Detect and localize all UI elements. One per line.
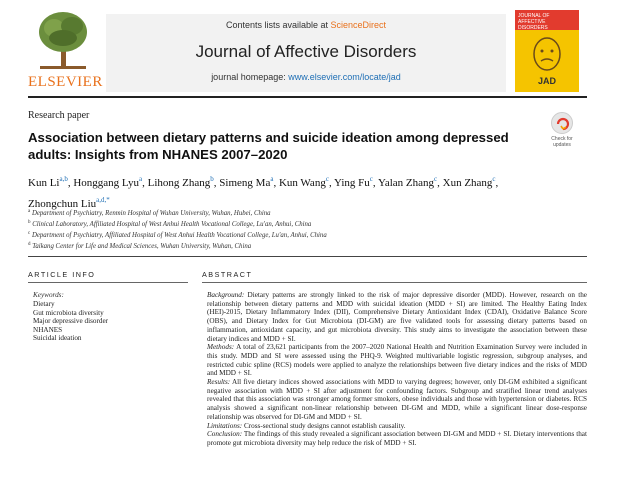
affiliation-text: Department of Psychiatry, Renmin Hospital of Wuhan University, Wuhan, Hubei, China — [31, 210, 271, 217]
author[interactable] — [334, 177, 373, 189]
keyword-item: Major depressive disorder — [33, 317, 109, 326]
elsevier-logo[interactable] — [28, 10, 103, 90]
author-affiliation-mark[interactable]: c — [492, 175, 496, 183]
abstract-limitations — [207, 422, 587, 431]
author[interactable] — [148, 177, 214, 189]
cover-abbrev: JAD — [537, 76, 556, 86]
contents-line — [106, 20, 506, 30]
abstract-label: Conclusion: — [207, 430, 243, 439]
affiliation-line — [28, 229, 548, 240]
author-affiliation-mark[interactable]: c — [434, 175, 438, 183]
author-name: Kun Wang — [278, 177, 326, 189]
keywords-list — [33, 300, 183, 343]
abstract-label: Methods: — [207, 343, 235, 352]
affiliation-line — [28, 218, 548, 229]
abstract-text: All five dietary indices showed associations with MDD to varying degrees; however, only DI-GM exhibited a significant negative association with MDD + SI after adjustment for confounding factors. Subgroup and stratified linear trend analyses revealed that this association was stronger among former smokers, obese individuals and those with hypertension or diabetes. RCS analysis showed a significant non-linear relationship between DI-GM and MDD, while a significant linear dose-response relationship was observed for DI-GM and MDD + SI. — [207, 378, 587, 421]
keyword-item: Dietary — [33, 300, 55, 308]
author-name: Ying Fu — [334, 177, 370, 189]
affiliations — [28, 207, 548, 251]
article-info-rule — [28, 282, 188, 283]
abstract-conclusion — [207, 430, 587, 447]
author-name: Zhongchun Liu — [28, 198, 97, 210]
journal-header — [0, 0, 619, 92]
author-name: Kun Li — [28, 177, 60, 189]
author-affiliation-mark[interactable]: b — [210, 175, 214, 183]
meta-divider — [28, 256, 587, 257]
affiliation-mark: a — [28, 209, 31, 214]
affiliation-mark: b — [28, 220, 31, 225]
affiliation-mark: d — [28, 242, 31, 247]
author-name: Simeng Ma — [219, 177, 271, 189]
sciencedirect-link[interactable]: ScienceDirect — [330, 20, 387, 30]
author-affiliation-mark[interactable]: a,b — [59, 175, 68, 183]
keyword-item: Gut microbiota diversity — [33, 308, 104, 317]
contents-prefix: Contents lists available at — [225, 20, 331, 30]
abstract-heading: ABSTRACT — [202, 270, 253, 279]
article-info-heading: ARTICLE INFO — [28, 270, 96, 279]
check-for-updates-button[interactable] — [545, 112, 579, 152]
abstract-label: Limitations: — [207, 421, 243, 430]
abstract-label: Results: — [207, 378, 231, 387]
paper-title: Association between dietary patterns and suicide ideation among depressed adults: Insights from NHANES 2007–2020 — [28, 130, 509, 162]
cover-text: JOURNAL OF AFFECTIVE DISORDERS — [518, 13, 550, 31]
author-affiliation-mark[interactable]: c — [325, 175, 329, 183]
abstract-text: A total of 23,621 participants from the 2007–2020 National Health and Nutrition Examination Survey were included in this study. MDD and SI were assessed using the PHQ-9. Weighted multivariable logistic regression, subgroup analyses, and restricted cubic spline (RCS) models were applied to analyze the relationships between five dietary indices and the risks of MDD and MDD + SI. — [207, 343, 587, 378]
affiliation-text: Taikang Center for Life and Medical Sciences, Wuhan University, Wuhan, China — [32, 243, 252, 250]
journal-info-box — [106, 14, 506, 92]
check-updates-label: Check for updates — [551, 136, 573, 148]
affiliation-text: Clinical Laboratory, Affiliated Hospital of West Anhui Health Vocational College, Lu'an, Anhui, China — [32, 221, 312, 228]
article-type: Research paper — [28, 110, 90, 121]
publisher-name: ELSEVIER — [28, 74, 103, 90]
keyword-item: NHANES — [33, 325, 63, 334]
author-name: Lihong Zhang — [147, 177, 211, 189]
author-affiliation-mark[interactable]: a — [270, 175, 274, 183]
homepage-prefix: journal homepage: — [211, 72, 289, 82]
cover-face-icon — [529, 36, 565, 76]
author-list: Kun Li$^{a,b}$, Honggang Lyu$^a$, Lihong Zhang$^b$, Simeng Ma$^a$, Kun Wang$^c$, Ying Fu$^c$, Yalan Zhang$^c$, Xun Zhang$^c$, Zhongchun Liu$^{a,d,*}$ — [28, 175, 499, 210]
author[interactable] — [378, 177, 437, 189]
affiliation-mark: c — [28, 231, 31, 236]
abstract-methods — [207, 343, 587, 378]
affiliation-text: Department of Psychiatry, Affiliated Hospital of West Anhui Health Vocational College, Lu'an, Anhui, China — [31, 232, 327, 239]
journal-title[interactable]: Journal of Affective Disorders — [195, 42, 417, 61]
author[interactable] — [279, 177, 329, 189]
author-affiliation-mark[interactable]: c — [369, 175, 373, 183]
author-affiliation-mark[interactable]: a — [139, 175, 143, 183]
journal-cover[interactable] — [515, 10, 579, 92]
author-name: Honggang Lyu — [73, 177, 140, 189]
elsevier-tree-icon — [36, 10, 90, 70]
author[interactable] — [28, 177, 68, 189]
affiliation-line — [28, 207, 548, 218]
affiliation-line — [28, 240, 548, 251]
abstract-background — [207, 291, 587, 343]
keywords-label: Keywords: — [33, 291, 64, 299]
header-divider — [28, 96, 587, 98]
author-affiliation-mark[interactable]: a,d,* — [96, 196, 110, 204]
author[interactable] — [443, 177, 496, 189]
abstract-text: Cross-sectional study designs cannot establish causality. — [242, 421, 406, 430]
author-name: Xun Zhang — [442, 177, 493, 189]
abstract-text: The findings of this study revealed a significant association between DI-GM and MDD + SI. Dietary interventions that promote gut microbiota diversity may help reduce the risk of MDD + SI. — [207, 430, 587, 447]
abstract-label: Background: — [207, 291, 245, 299]
check-updates-icon — [551, 112, 573, 134]
author-name: Yalan Zhang — [378, 177, 435, 189]
abstract-text: Dietary patterns are strongly linked to the risk of major depressive disorder (MDD). However, research on the relationship between dietary patterns and MDD with suicidal ideation (MDD + SI) are limited. The Healthy Eating Index (HEI)-2015, Dietary Inflammatory Index (DII), Comprehensive Dietary Antioxidant Index (CDAI), Oxidative Balance Score (OBS), and Dietary Index for Gut Microbiota (DI-GM) are five validated tools for assessing dietary patterns based on inflammation, antioxidant capacity, and gut microbiota diversity. This study aims to investigate the association between these dietary indices and MDD + SI. — [207, 291, 587, 343]
abstract-body — [207, 291, 587, 448]
abstract-results — [207, 378, 587, 422]
abstract-rule — [202, 282, 587, 283]
author[interactable] — [73, 177, 142, 189]
homepage-line — [106, 72, 506, 82]
homepage-link[interactable]: www.elsevier.com/locate/jad — [288, 72, 401, 82]
author[interactable] — [219, 177, 273, 189]
keyword-item: Suicidal ideation — [33, 334, 82, 343]
